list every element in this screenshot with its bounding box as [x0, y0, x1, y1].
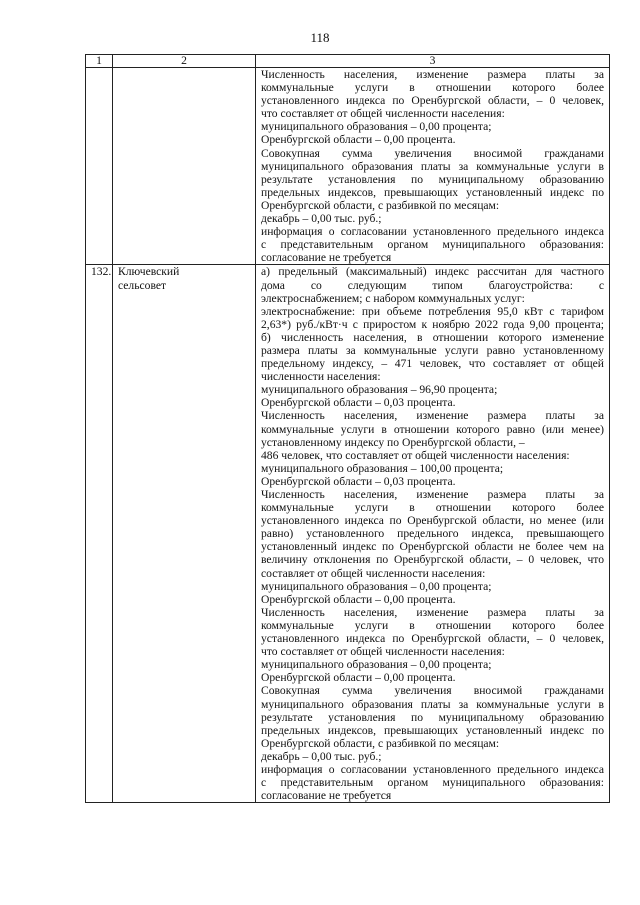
text-line: Численность населения, изменение размера платы за: [261, 605, 604, 619]
text-line: установленному индексу по Оренбургской области, –: [261, 435, 525, 449]
text-line: составляет от общей численности населения:: [261, 566, 486, 580]
text-line: 2,63*) руб./кВт·ч с приростом к ноябрю 2022 года 9,00 процента;: [261, 317, 604, 331]
text-line: установленного индекса по Оренбургской области, – 0 человек,: [261, 94, 604, 108]
table-row-continuation: [86, 68, 610, 265]
text-line: Совокупная сумма увеличения вносимой гражданами: [261, 146, 604, 160]
text-line: установленного индекса по Оренбургской области, но менее (или: [261, 514, 604, 528]
text-line: муниципального образования платы за коммунальные услуги в: [261, 697, 604, 711]
text-line: установленный индекс по Оренбургской области не более чем на: [261, 540, 604, 554]
column-header-2: 2: [113, 55, 256, 68]
text-line: муниципального образования – 0,00 процента;: [261, 579, 492, 593]
text-line: Оренбургской области, с разбивкой по месяцам:: [261, 736, 500, 750]
text-line: информация о согласовании установленного предельного индекса: [261, 762, 604, 776]
text-line: Численность населения, изменение размера платы за: [261, 409, 604, 423]
text-line: коммунальные услуги в отношении которого более: [261, 81, 604, 95]
text-line: муниципального образования – 100,00 процента;: [261, 461, 504, 475]
text-line: а) предельный (максимальный) индекс рассчитан для частного: [261, 265, 604, 279]
text-line: предельному индексу, – 471 человек, что составляет от общей: [261, 357, 604, 371]
text-line: равно) установленного предельного индекса, превышающего: [261, 527, 604, 541]
table-row-132: [86, 265, 610, 803]
text-line: электроснабжением; с набором коммунальных услуг:: [261, 291, 525, 305]
text-line: с представительным органом муниципального образования:: [261, 238, 604, 252]
column-header-3: 3: [256, 55, 610, 68]
text-line: дома со следующим типом благоустройства: с: [261, 278, 604, 292]
row-number-cell: 132.: [86, 265, 113, 803]
page-number: 118: [310, 30, 330, 45]
text-line: коммунальные услуги в отношении которого равно (или менее): [261, 422, 604, 436]
text-line: Оренбургской области – 0,00 процента.: [261, 671, 456, 685]
text-line: что составляет от общей численности населения:: [261, 645, 505, 659]
municipality-name-line: Ключевский: [118, 265, 180, 279]
text-line: величину отклонения по Оренбургской области, – 0 человек, что: [261, 553, 604, 567]
text-line: информация о согласовании установленного предельного индекса: [261, 225, 604, 239]
text-line: Численность населения, изменение размера платы за: [261, 68, 604, 81]
text-line: коммунальные услуги в отношении которого более: [261, 618, 604, 632]
column-header-1: 1: [86, 55, 113, 68]
table-header-row: [86, 55, 610, 68]
text-line: Оренбургской области – 0,00 процента.: [261, 592, 456, 606]
text-line: коммунальные услуги в отношении которого более: [261, 501, 604, 515]
text-line: Оренбургской области – 0,03 процента.: [261, 396, 456, 410]
text-line: муниципального образования – 96,90 процента;: [261, 383, 498, 397]
text-line: муниципального образования – 0,00 процента;: [261, 658, 492, 672]
text-line: установленного индекса по Оренбургской области, – 0 человек,: [261, 632, 604, 646]
row-number-cell: [86, 68, 113, 265]
text-line: результате установления по муниципальному образованию: [261, 172, 604, 186]
text-line: с представительным органом муниципального образования:: [261, 776, 604, 790]
text-line: Совокупная сумма увеличения вносимой гражданами: [261, 684, 604, 698]
municipality-cell: [113, 68, 256, 265]
text-line: муниципального образования платы за коммунальные услуги в: [261, 159, 604, 173]
text-line: предельных индексов, превышающих установленный индекс по: [261, 185, 604, 199]
text-line: размера платы за коммунальные услуги равно установленному: [261, 343, 604, 357]
text-line: Оренбургской области, с разбивкой по месяцам:: [261, 198, 500, 212]
document-table: [85, 54, 610, 803]
text-line: предельных индексов, превышающих установленный индекс по: [261, 723, 604, 737]
text-line: согласование не требуется: [261, 251, 392, 265]
text-line: декабрь – 0,00 тыс. руб.;: [261, 749, 382, 763]
description-cell: [256, 68, 610, 265]
municipality-cell: [113, 265, 256, 803]
text-line: б) численность населения, в отношении которого изменение: [261, 330, 604, 344]
text-line: Оренбургской области – 0,03 процента.: [261, 474, 456, 488]
text-line: 486 человек, что составляет от общей численности населения:: [261, 448, 570, 462]
description-cell: [256, 265, 610, 803]
text-line: что составляет от общей численности населения:: [261, 107, 505, 121]
text-line: декабрь – 0,00 тыс. руб.;: [261, 212, 382, 226]
text-line: численности населения:: [261, 370, 381, 384]
text-line: Численность населения, изменение размера платы за: [261, 488, 604, 501]
text-line: результате установления по муниципальному образованию: [261, 710, 604, 724]
text-line: Оренбургской области – 0,00 процента.: [261, 133, 456, 147]
text-line: муниципального образования – 0,00 процента;: [261, 120, 492, 134]
text-line: согласование не требуется: [261, 789, 392, 803]
text-line: электроснабжение: при объеме потребления 95,0 кВт с тарифом: [261, 304, 604, 318]
municipality-name-line: сельсовет: [118, 278, 167, 292]
